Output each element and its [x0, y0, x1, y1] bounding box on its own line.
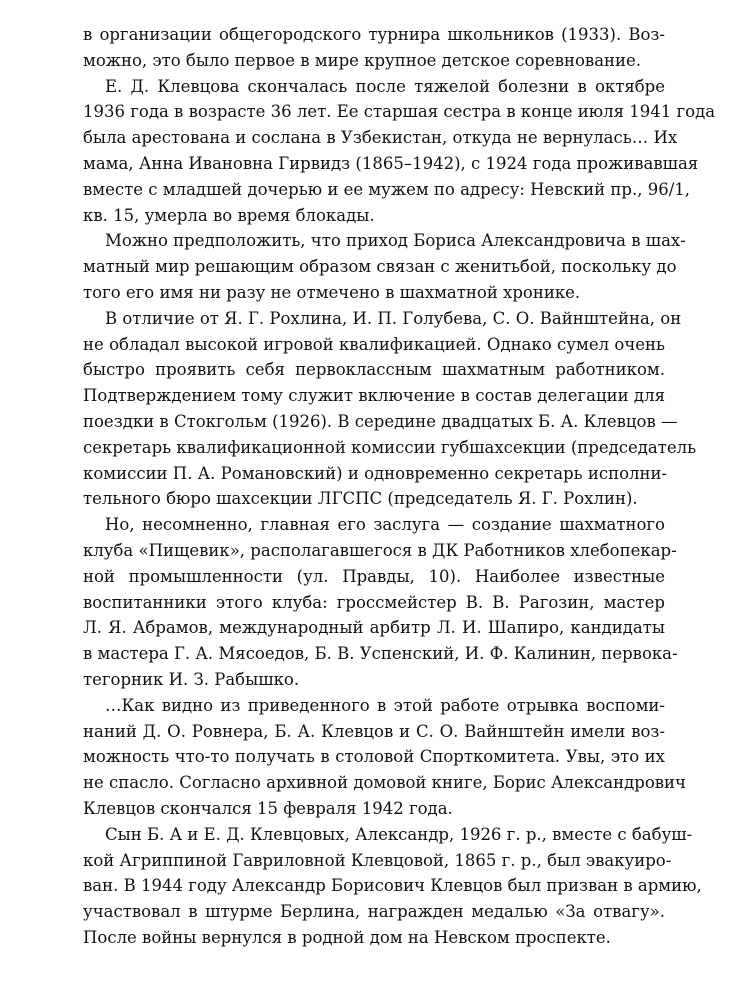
- text-line: вместе с младшей дочерью и ее мужем по адресу: Невский пр., 96/1,: [83, 179, 690, 199]
- paragraph: [83, 306, 697, 512]
- text-line: …Как видно из приведенного в этой работе отрывка воспоми-: [105, 695, 665, 715]
- text-line: В отличие от Я. Г. Рохлина, И. П. Голубева, С. О. Вайнштейна, он: [105, 308, 682, 328]
- text-line: 1936 года в возрасте 36 лет. Ее старшая сестра в конце июля 1941 года: [83, 102, 716, 122]
- text-line: можно, это было первое в мире крупное детское соревнование.: [83, 50, 642, 70]
- text-line: наний Д. О. Ровнера, Б. А. Клевцов и С. О. Вайнштейн имели воз-: [83, 721, 665, 741]
- text-line: ван. В 1944 году Александр Борисович Клевцов был призван в армию,: [83, 876, 702, 896]
- text-line: Е. Д. Клевцова скончалась после тяжелой болезни в октябре: [105, 76, 665, 96]
- text-line: была арестована и сослана в Узбекистан, откуда не вернулась… Их: [83, 128, 678, 148]
- text-line: секретарь квалификационной комиссии губшахсекции (председатель: [83, 437, 697, 457]
- text-line: в мастера Г. А. Мясоедов, Б. В. Успенский, И. Ф. Калинин, первока-: [83, 644, 678, 664]
- text-line: клуба «Пищевик», располагавшегося в ДК Работников хлебопекар-: [83, 540, 677, 560]
- paragraph: [83, 512, 678, 693]
- text-line: быстро проявить себя первоклассным шахматным работником.: [83, 360, 665, 380]
- text-line: комиссии П. А. Романовский) и одновременно секретарь исполни-: [83, 463, 668, 483]
- paragraph: [83, 228, 686, 305]
- document-page: [83, 22, 716, 951]
- text-line: Подтверждением тому служит включение в состав делегации для: [83, 386, 665, 406]
- text-line: ной промышленности (ул. Правды, 10). Наиболее известные: [83, 566, 665, 586]
- text-line: поездки в Стокгольм (1926). В середине двадцатых Б. А. Клевцов —: [83, 411, 678, 431]
- text-line: матный мир решающим образом связан с женитьбой, поскольку до: [83, 257, 677, 277]
- text-line: тегорник И. З. Рабышко.: [83, 669, 300, 689]
- paragraph: [83, 74, 716, 229]
- text-line: Сын Б. А и Е. Д. Клевцовых, Александр, 1926 г. р., вместе с бабуш-: [105, 824, 693, 844]
- text-line: тельного бюро шахсекции ЛГСПС (председатель Я. Г. Рохлин).: [83, 489, 638, 509]
- paragraph: [83, 22, 665, 74]
- paragraph: [83, 822, 702, 951]
- text-line: воспитанники этого клуба: гроссмейстер В. В. Рагозин, мастер: [83, 592, 665, 612]
- text-line: можность что-то получать в столовой Спорткомитета. Увы, это их: [83, 747, 665, 767]
- text-line: Л. Я. Абрамов, международный арбитр Л. И. Шапиро, кандидаты: [83, 618, 665, 638]
- text-line: не обладал высокой игровой квалификацией. Однако сумел очень: [83, 334, 665, 354]
- text-line: не спасло. Согласно архивной домовой книге, Борис Александрович: [83, 773, 686, 793]
- text-line: в организации общегородского турнира школьников (1933). Воз-: [83, 25, 665, 44]
- text-line: мама, Анна Ивановна Гирвидз (1865–1942), с 1924 года проживавшая: [83, 153, 699, 173]
- text-line: Но, несомненно, главная его заслуга — создание шахматного: [105, 515, 665, 535]
- text-line: участвовал в штурме Берлина, награжден медалью «За отвагу».: [83, 902, 665, 922]
- text-line: кв. 15, умерла во время блокады.: [83, 205, 375, 225]
- text-line: Можно предположить, что приход Бориса Александровича в шах-: [105, 231, 686, 251]
- body-text: [83, 22, 716, 951]
- text-line: После войны вернулся в родной дом на Невском проспекте.: [83, 927, 611, 947]
- text-line: того его имя ни разу не отмечено в шахматной хронике.: [83, 282, 581, 302]
- text-line: кой Агриппиной Гавриловной Клевцовой, 1865 г. р., был эвакуиро-: [83, 850, 672, 870]
- text-line: Клевцов скончался 15 февраля 1942 года.: [83, 798, 453, 818]
- paragraph: [83, 693, 686, 822]
